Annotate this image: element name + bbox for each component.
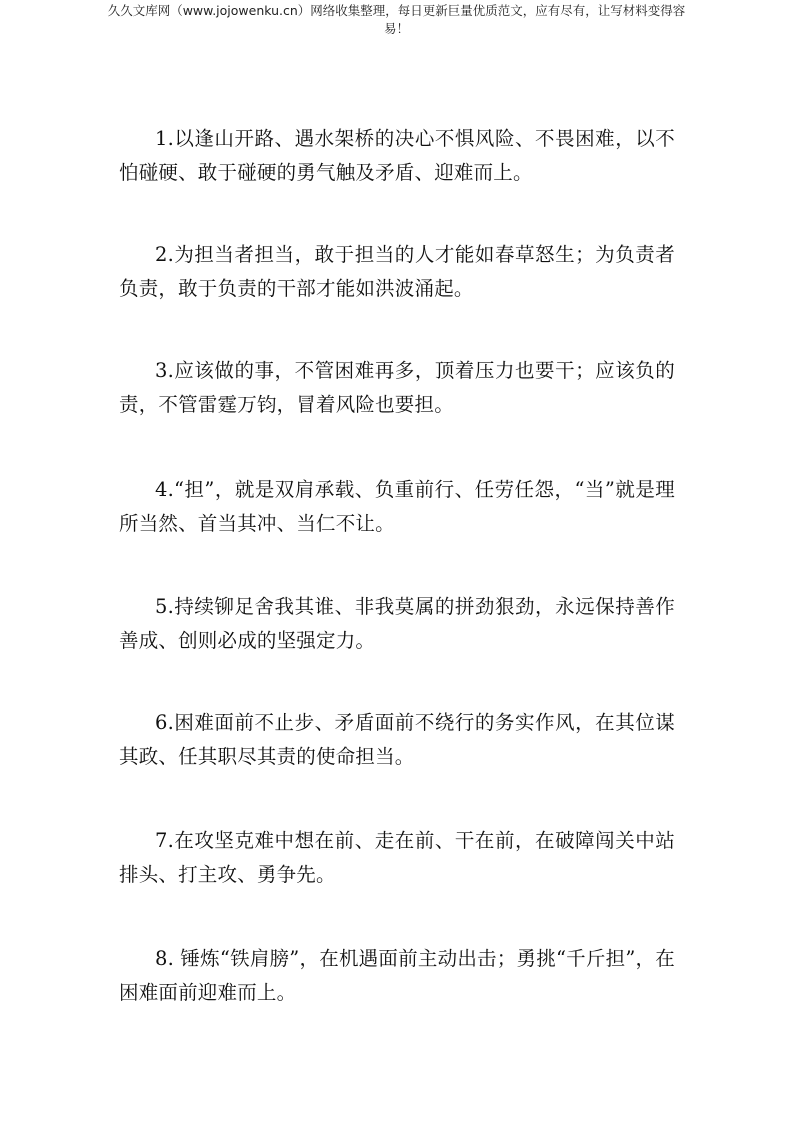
list-item-2: 2.为担当者担当，敢于担当的人才能如春草怒生；为负责者负责，敢于负责的干部才能如洪波涌起。	[119, 243, 675, 300]
list-item-3: 3.应该做的事，不管困难再多，顶着压力也要干；应该负的责，不管雷霆万钧，冒着风险也要担。	[119, 359, 675, 416]
list-item-7: 7.在攻坚克难中想在前、走在前、干在前，在破障闯关中站排头、打主攻、勇争先。	[119, 829, 675, 886]
header-line-2: 易！	[383, 21, 409, 36]
list-item-1: 1.以逢山开路、遇水架桥的决心不惧风险、不畏困难，以不怕碰硬、敢于碰硬的勇气触及矛盾、迎难而上。	[119, 127, 675, 184]
list-item-8: 8. 锤炼“铁肩膀”，在机遇面前主动出击；勇挑“千斤担”，在困难面前迎难而上。	[119, 947, 675, 1004]
page-header	[90, 2, 703, 38]
list-item-6: 6.困难面前不止步、矛盾面前不绕行的务实作风，在其位谋其政、任其职尽其责的使命担当。	[119, 711, 675, 768]
header-line-1: 久久文库网（www.jojowenku.cn）网络收集整理，每日更新巨量优质范文，应有尽有，让写材料变得容	[107, 3, 686, 18]
list-item-5: 5.持续铆足舍我其谁、非我莫属的拼劲狠劲，永远保持善作善成、创则必成的坚强定力。	[119, 595, 675, 652]
list-item-4: 4.“担”，就是双肩承载、负重前行、任劳任怨，“当”就是理所当然、首当其冲、当仁不让。	[119, 478, 675, 535]
